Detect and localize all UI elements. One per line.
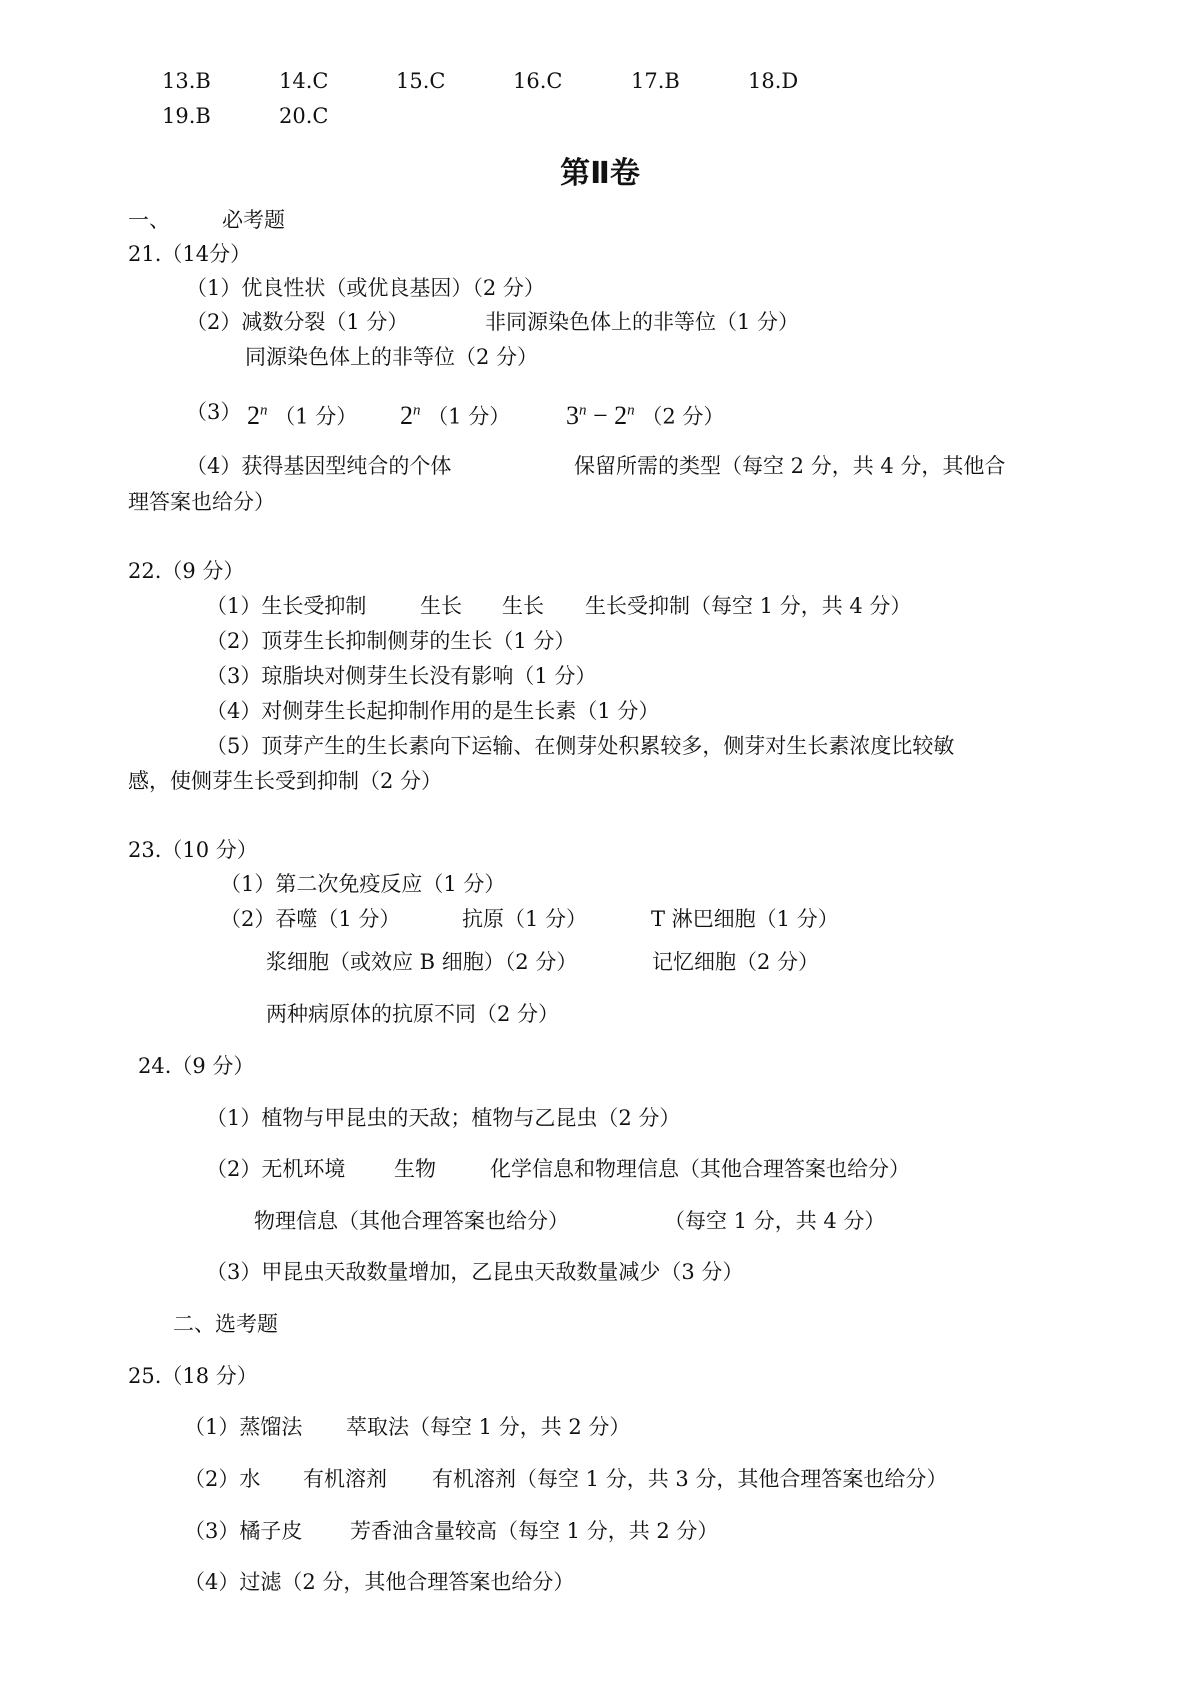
answer-part: 理答案也给分） xyxy=(128,490,275,514)
answer-part: 两种病原体的抗原不同（2 分） xyxy=(266,1002,560,1026)
answer-part: （每空 1 分，共 4 分） xyxy=(664,1209,886,1233)
math-expression: 3$^n$ − 2$^n$ （2 分） xyxy=(566,400,725,430)
answer-part: （2）顶芽生长抑制侧芽的生长（1 分） xyxy=(206,629,576,653)
required-heading-text: 必考题 xyxy=(222,208,285,232)
answer-part: （2）吞噬（1 分） xyxy=(220,907,401,931)
answer-part: （1）优良性状（或优良基因）（2 分） xyxy=(186,276,545,300)
answer-part: 芳香油含量较高（每空 1 分，共 2 分） xyxy=(350,1519,719,1543)
answer-part: （4）过滤（2 分，其他合理答案也给分） xyxy=(184,1570,575,1594)
answer-17: 17.B xyxy=(631,69,680,93)
section-title: 第Ⅱ卷 xyxy=(560,156,640,191)
math-expression: 2$^n$ （1 分） xyxy=(247,400,358,430)
answer-part: 化学信息和物理信息（其他合理答案也给分） xyxy=(490,1157,910,1181)
answer-part: 生长 xyxy=(420,594,462,618)
required-heading-number: 一、 xyxy=(128,208,170,232)
answer-part: 生物 xyxy=(394,1157,436,1181)
answer-part: 萃取法（每空 1 分，共 2 分） xyxy=(346,1415,631,1439)
answer-part: （3）琼脂块对侧芽生长没有影响（1 分） xyxy=(206,664,597,688)
answer-part: （1）第二次免疫反应（1 分） xyxy=(220,872,506,896)
answer-part: （2）水 xyxy=(184,1467,261,1491)
answer-part: （5）顶芽产生的生长素向下运输、在侧芽处积累较多，侧芽对生长素浓度比较敏 xyxy=(206,734,955,758)
answer-19: 19.B xyxy=(162,104,211,128)
answer-14: 14.C xyxy=(279,69,329,93)
answer-part: 生长 xyxy=(502,594,544,618)
math-expression: 2$^n$ （1 分） xyxy=(400,400,511,430)
answer-part: 有机溶剂（每空 1 分，共 3 分，其他合理答案也给分） xyxy=(432,1467,948,1491)
answer-part: 感，使侧芽生长受到抑制（2 分） xyxy=(128,769,443,793)
answer-part: 有机溶剂 xyxy=(303,1467,387,1491)
answer-part: （1）植物与甲昆虫的天敌；植物与乙昆虫（2 分） xyxy=(206,1106,681,1130)
answer-15: 15.C xyxy=(396,69,446,93)
answer-part: 抗原（1 分） xyxy=(462,907,588,931)
answer-part: 保留所需的类型（每空 2 分，共 4 分，其他合 xyxy=(574,454,1006,478)
answer-18: 18.D xyxy=(748,69,799,93)
answer-part: （2）减数分裂（1 分） xyxy=(186,310,409,334)
question-heading: 21.（14分） xyxy=(128,242,252,266)
elective-heading: 二、选考题 xyxy=(173,1312,278,1336)
answer-part: T 淋巴细胞（1 分） xyxy=(651,907,839,931)
answer-part: （1）蒸馏法 xyxy=(184,1415,303,1439)
answer-part: （3）甲昆虫天敌数量增加，乙昆虫天敌数量减少（3 分） xyxy=(206,1260,744,1284)
answer-part: 浆细胞（或效应 B 细胞）（2 分） xyxy=(266,950,578,974)
answer-part: （1）生长受抑制 xyxy=(206,594,367,618)
answer-part: （4）对侧芽生长起抑制作用的是生长素（1 分） xyxy=(206,699,660,723)
question-heading: 22.（9 分） xyxy=(128,559,245,583)
answer-part: 物理信息（其他合理答案也给分） xyxy=(254,1209,569,1233)
answer-part: 非同源染色体上的非等位（1 分） xyxy=(485,310,800,334)
question-heading: 24.（9 分） xyxy=(138,1054,255,1078)
answer-16: 16.C xyxy=(513,69,563,93)
answer-part: 生长受抑制（每空 1 分，共 4 分） xyxy=(585,594,912,618)
question-heading: 23.（10 分） xyxy=(128,838,258,862)
answer-20: 20.C xyxy=(279,104,329,128)
answer-13: 13.B xyxy=(162,69,211,93)
answer-part: （4）获得基因型纯合的个体 xyxy=(186,454,452,478)
answer-part: 同源染色体上的非等位（2 分） xyxy=(245,345,539,369)
question-heading: 25.（18 分） xyxy=(128,1364,258,1388)
answer-part: 记忆细胞（2 分） xyxy=(652,950,820,974)
answer-part: （2）无机环境 xyxy=(206,1157,346,1181)
answer-part: （3）橘子皮 xyxy=(184,1519,303,1543)
answer-part-label: （3） xyxy=(186,400,242,424)
